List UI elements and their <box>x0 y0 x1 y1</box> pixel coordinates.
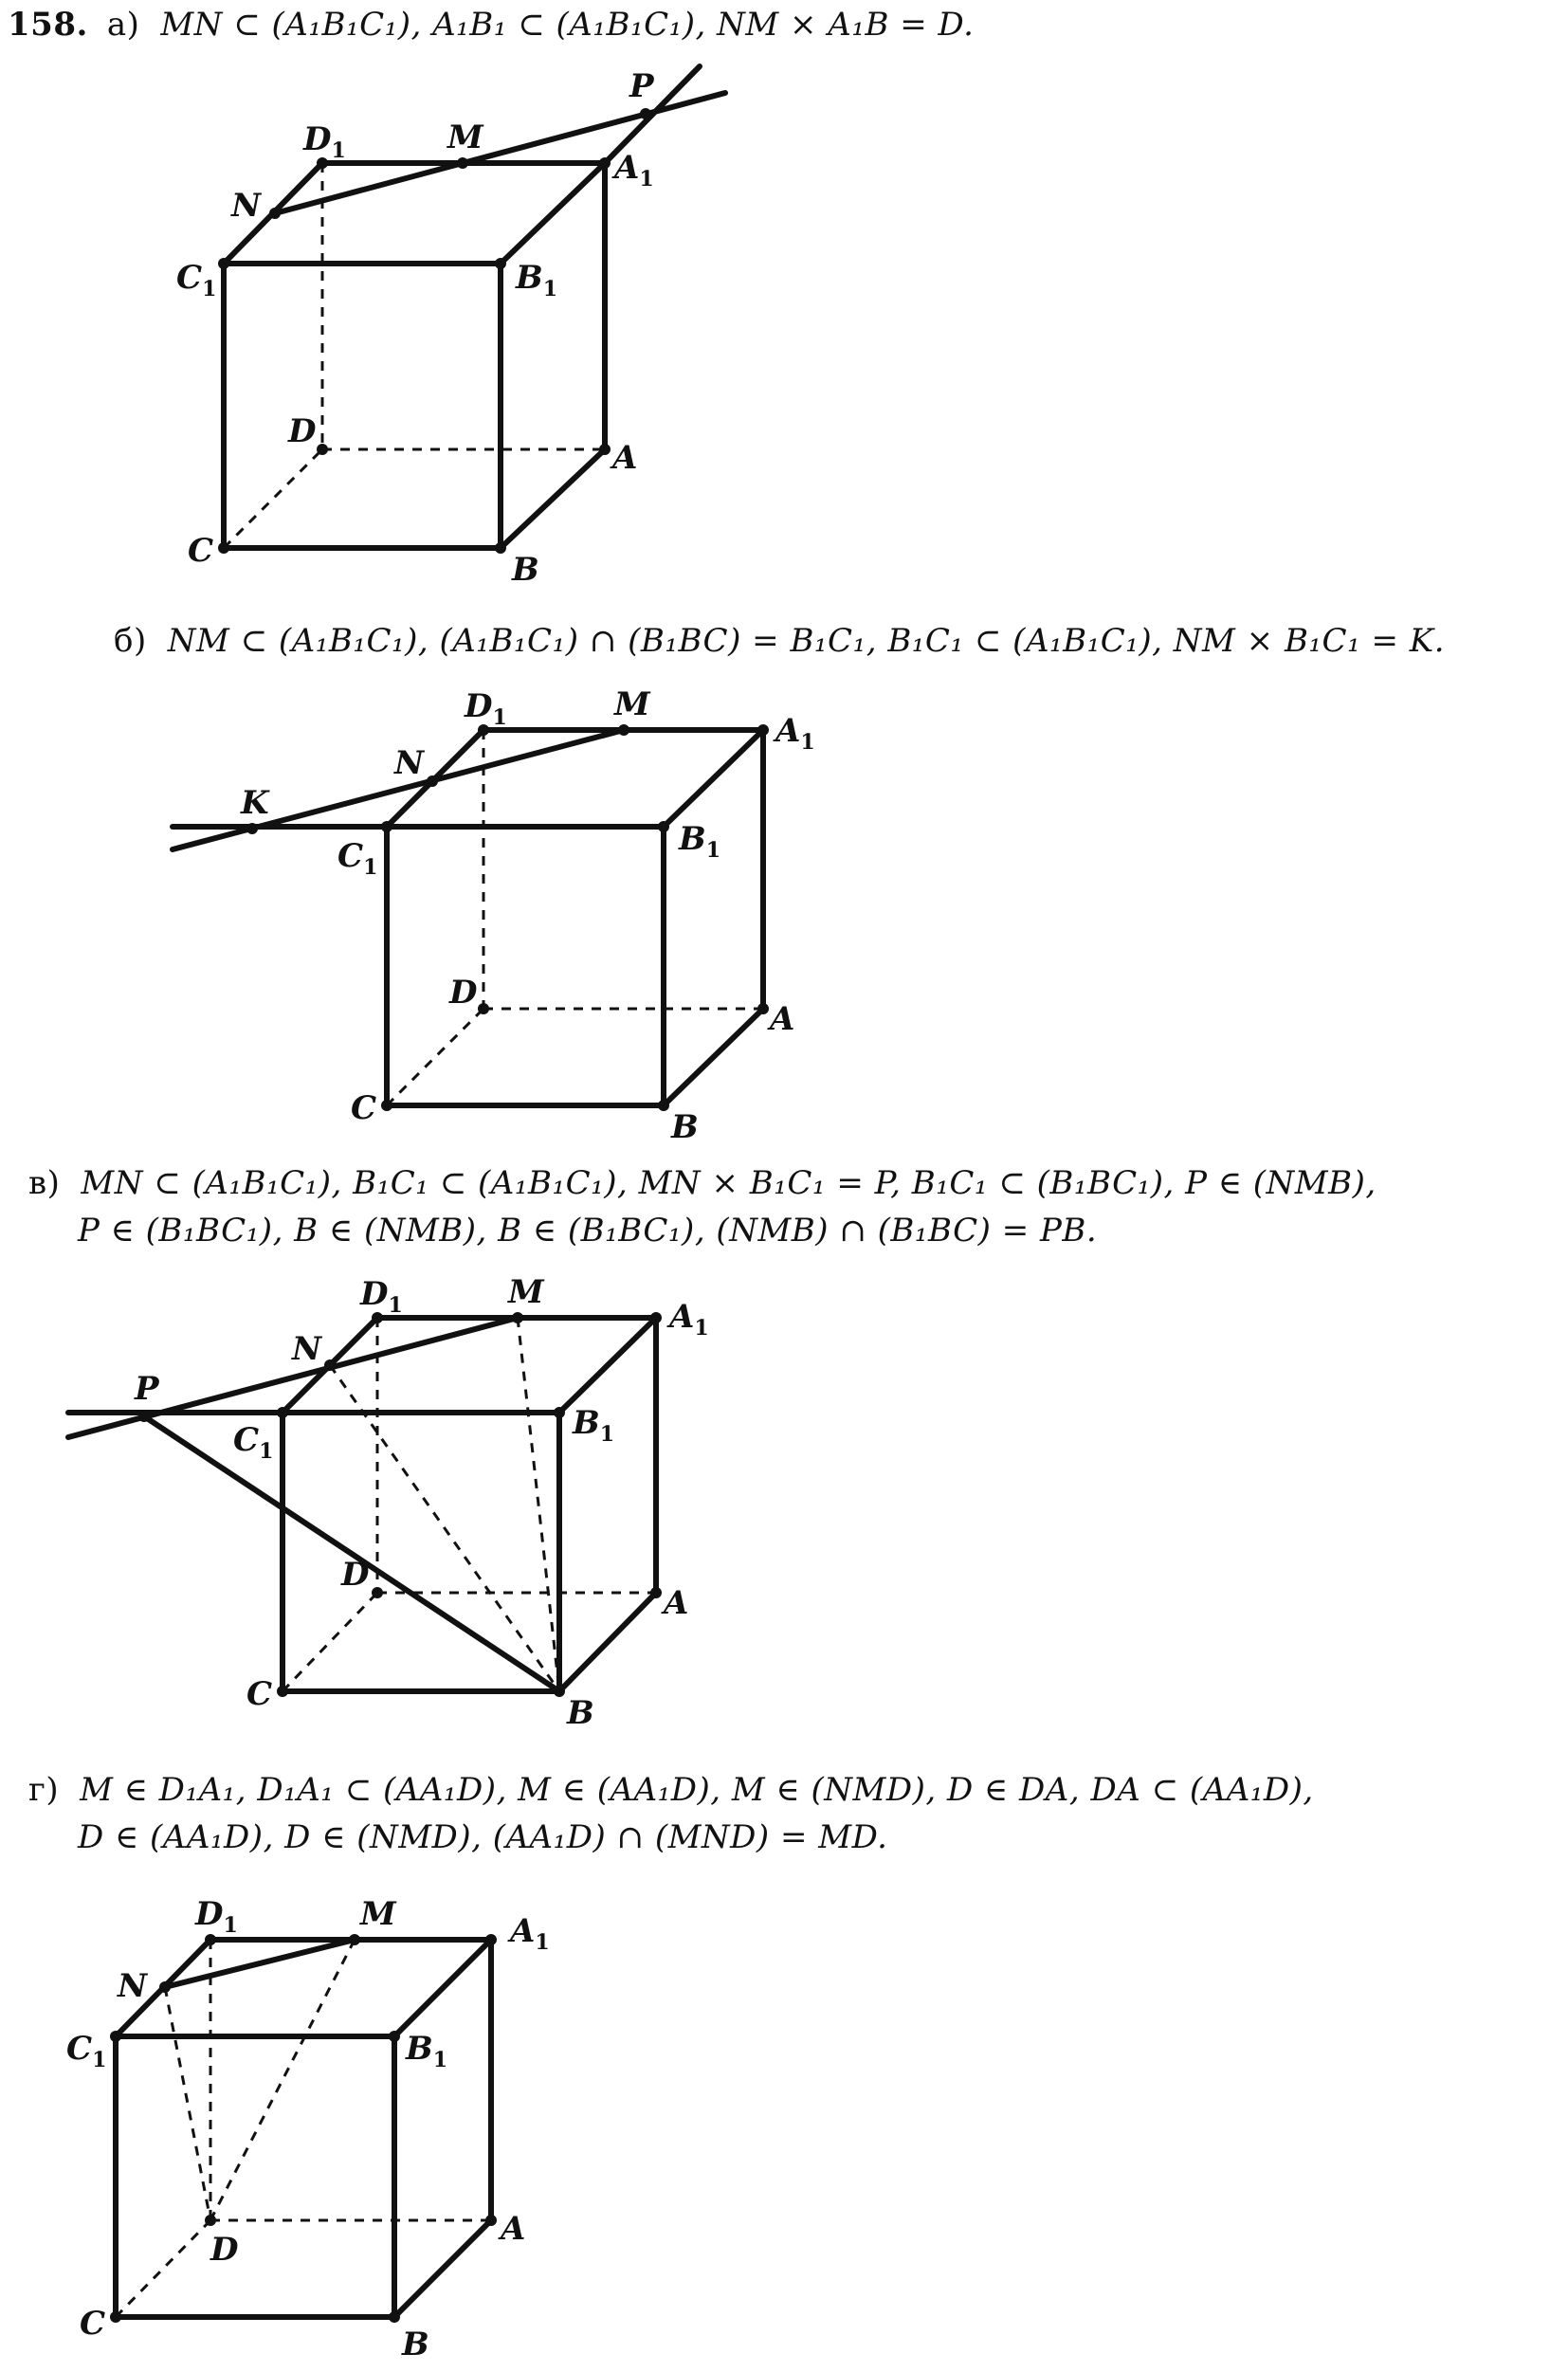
fig-b-point-n <box>427 775 438 787</box>
fig-v-label-m: M <box>508 1273 544 1311</box>
fig-a-label-a: A <box>612 439 638 477</box>
part-a-text: MN ⊂ (A₁B₁C₁), A₁B₁ ⊂ (A₁B₁C₁), NM × A₁B = D. <box>160 6 975 44</box>
fig-v-label-a1: $A_1$ <box>669 1298 709 1341</box>
fig-v-label-c1: $C_1$ <box>233 1421 274 1464</box>
figure-a <box>176 66 725 589</box>
fig-v-point-c <box>277 1686 288 1697</box>
fig-g-point-d1 <box>205 1934 216 1945</box>
fig-a-point-d <box>317 444 328 455</box>
fig-v-point-d1 <box>372 1312 383 1323</box>
fig-b-point-b <box>658 1100 669 1111</box>
fig-a-label-a1: $A_1$ <box>614 149 654 192</box>
fig-g-point-c1 <box>110 2031 121 2042</box>
fig-g-point-a <box>485 2215 497 2226</box>
fig-a-point-m <box>457 157 468 169</box>
part-v-text-2: P ∈ (B₁BC₁), B ∈ (NMB), B ∈ (B₁BC₁), (NMB) ∩ (B₁BC) = PB. <box>78 1212 1098 1250</box>
fig-v-point-b1 <box>554 1407 565 1418</box>
fig-a-label-c1: $C_1$ <box>176 259 217 301</box>
part-b-label: б) <box>114 622 147 660</box>
fig-b-point-c1 <box>381 821 392 832</box>
part-g-text-1: M ∈ D₁A₁, D₁A₁ ⊂ (AA₁D), M ∈ (AA₁D), M ∈ (NMD), D ∈ DA, DA ⊂ (AA₁D), <box>80 1771 1314 1809</box>
fig-g-point-c <box>110 2311 121 2323</box>
fig-b-label-d: D <box>449 974 478 1012</box>
fig-g-line-nm <box>165 1940 355 1987</box>
fig-v-point-d <box>372 1587 383 1598</box>
fig-b-point-a1 <box>757 724 769 736</box>
fig-a-label-c: C <box>188 532 214 570</box>
fig-b-hidden-cd <box>387 1009 483 1105</box>
fig-b-point-b1 <box>658 821 669 832</box>
fig-v-hidden-cd <box>283 1593 377 1691</box>
fig-v-point-b <box>554 1686 565 1697</box>
fig-g-label-n: N <box>118 1967 148 2005</box>
fig-v-edge-ba <box>559 1593 656 1691</box>
fig-b-label-m: M <box>614 685 650 723</box>
fig-v-label-b1: $B_1$ <box>573 1404 615 1447</box>
fig-a-label-p: P <box>629 67 654 105</box>
fig-a-label-d1: $D_1$ <box>303 120 346 163</box>
fig-a-point-c <box>218 542 229 554</box>
fig-v-label-n: N <box>292 1330 322 1368</box>
figure-b <box>173 685 815 1146</box>
fig-a-point-p <box>640 108 651 119</box>
fig-v-label-b: B <box>567 1694 594 1732</box>
fig-g-label-d1: $D_1$ <box>195 1895 238 1938</box>
fig-b-point-d1 <box>478 724 489 736</box>
fig-b-point-a <box>757 1003 769 1014</box>
fig-a-point-d1 <box>317 157 328 169</box>
fig-v-hidden-mb <box>518 1318 559 1691</box>
fig-g-label-b1: $B_1$ <box>406 2030 448 2072</box>
figure-g <box>66 1895 550 2363</box>
fig-v-point-p <box>138 1411 150 1422</box>
fig-v-edge-b1a1 <box>559 1318 656 1413</box>
part-g-label: г) <box>28 1771 60 1809</box>
fig-g-edge-b1a1 <box>394 1940 491 2036</box>
fig-a-label-m: M <box>447 119 483 156</box>
fig-b-label-c: C <box>351 1089 377 1127</box>
fig-g-label-b: B <box>402 2326 429 2363</box>
fig-b-label-d1: $D_1$ <box>465 687 507 730</box>
fig-v-label-p: P <box>135 1370 159 1408</box>
fig-g-label-m: M <box>360 1895 396 1933</box>
fig-b-label-a: A <box>770 1000 795 1038</box>
fig-a-point-a1 <box>599 157 611 169</box>
fig-b-label-b1: $B_1$ <box>679 820 721 863</box>
fig-a-edge-ba <box>501 449 605 548</box>
fig-a-point-b1 <box>495 258 506 269</box>
fig-a-label-n: N <box>231 187 262 225</box>
fig-g-hidden-cd <box>116 2220 210 2317</box>
fig-v-label-d: D <box>341 1556 370 1594</box>
fig-b-point-m <box>618 724 629 736</box>
fig-b-edge-b1a1 <box>664 730 763 827</box>
fig-g-hidden-nd <box>165 1987 210 2220</box>
fig-b-label-a1: $A_1$ <box>775 712 815 755</box>
fig-g-label-a1: $A_1$ <box>510 1912 550 1955</box>
fig-a-point-n <box>269 208 281 219</box>
fig-a-label-b1: $B_1$ <box>516 259 558 301</box>
fig-b-point-k <box>246 823 258 834</box>
fig-b-edge-ba <box>664 1009 763 1105</box>
fig-g-label-c: C <box>80 2305 106 2343</box>
fig-b-label-b: B <box>671 1108 699 1146</box>
figure-v <box>68 1273 709 1732</box>
fig-a-point-b <box>495 542 506 554</box>
fig-g-point-n <box>159 1981 171 1993</box>
fig-g-label-c1: $C_1$ <box>66 2030 107 2072</box>
fig-v-label-c: C <box>246 1675 273 1713</box>
fig-g-point-b <box>389 2311 400 2323</box>
fig-v-point-a1 <box>650 1312 662 1323</box>
fig-g-point-d <box>205 2215 216 2226</box>
fig-g-hidden-md <box>210 1940 355 2220</box>
fig-b-point-d <box>478 1003 489 1014</box>
fig-b-label-k: K <box>241 784 269 822</box>
fig-g-label-a: A <box>501 2210 526 2248</box>
part-v-label: в) <box>28 1164 61 1202</box>
fig-b-label-c1: $C_1$ <box>337 837 378 880</box>
fig-g-point-b1 <box>389 2031 400 2042</box>
part-v-text-1: MN ⊂ (A₁B₁C₁), B₁C₁ ⊂ (A₁B₁C₁), MN × B₁C₁ = P, B₁C₁ ⊂ (B₁BC₁), P ∈ (NMB), <box>81 1164 1377 1202</box>
part-g-text-2: D ∈ (AA₁D), D ∈ (NMD), (AA₁D) ∩ (MND) = MD. <box>78 1818 888 1856</box>
problem-number: 158. <box>8 6 88 44</box>
fig-g-point-m <box>349 1934 360 1945</box>
fig-a-point-a <box>599 444 611 455</box>
fig-v-point-a <box>650 1587 662 1598</box>
part-a-label: а) <box>106 6 140 44</box>
fig-a-label-d: D <box>288 412 317 450</box>
fig-b-point-c <box>381 1100 392 1111</box>
fig-v-line-pb <box>144 1416 559 1691</box>
fig-v-label-a: A <box>664 1584 689 1622</box>
fig-v-point-n <box>324 1359 336 1371</box>
fig-g-edge-ba <box>394 2220 491 2317</box>
fig-g-label-d: D <box>210 2231 239 2269</box>
fig-b-label-n: N <box>394 744 425 782</box>
part-b-text: NM ⊂ (A₁B₁C₁), (A₁B₁C₁) ∩ (B₁BC) = B₁C₁, B₁C₁ ⊂ (A₁B₁C₁), NM × B₁C₁ = K. <box>167 622 1446 660</box>
fig-a-hidden-cd <box>224 449 322 548</box>
fig-v-point-c1 <box>277 1407 288 1418</box>
fig-v-label-d1: $D_1$ <box>360 1275 403 1318</box>
fig-a-label-b: B <box>512 551 539 589</box>
fig-v-point-m <box>512 1312 523 1323</box>
fig-a-edge-b1a1 <box>501 163 605 264</box>
fig-g-point-a1 <box>485 1934 497 1945</box>
fig-a-point-c1 <box>218 258 229 269</box>
